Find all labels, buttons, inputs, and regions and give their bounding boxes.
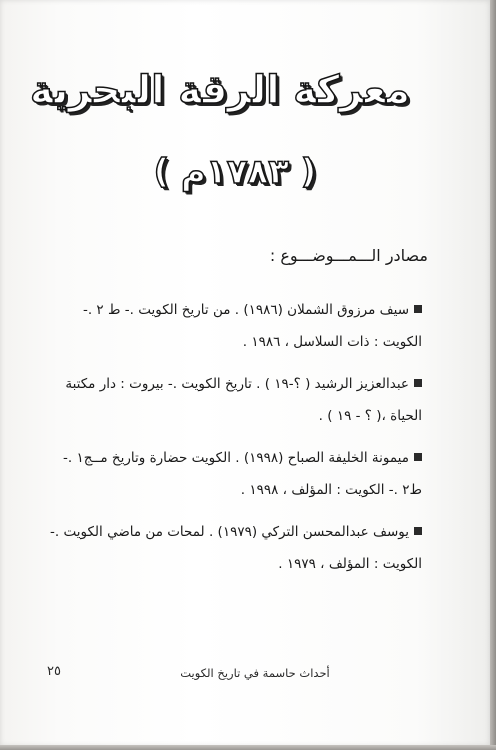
page-edge-right <box>490 0 496 750</box>
source-entry-line: ط٢ .- الكويت : المؤلف ، ١٩٩٨ . <box>240 482 422 498</box>
source-entry-line: الكويت : ذات السلاسل ، ١٩٨٦ . <box>242 334 422 350</box>
page-number: ٢٥ <box>47 664 61 679</box>
source-entry-text: عبدالعزيز الرشيد ( ؟-١٩ ) . تاريخ الكويت .- بيروت : دار مكتبة <box>65 376 409 392</box>
bullet-square-icon <box>414 305 422 313</box>
footer-book-title: أحداث حاسمة في تاريخ الكويت <box>180 666 330 680</box>
sources-heading: مصادر الـــمـــوضـــوع : <box>269 246 428 265</box>
source-entry <box>62 368 422 432</box>
source-entry-line: الحياة ،( ؟ - ١٩ ) . <box>318 408 422 424</box>
source-entry-line <box>62 294 422 326</box>
bullet-square-icon <box>414 379 422 387</box>
page-title: معركة الرقة البحرية <box>30 68 410 113</box>
page-subtitle-year: ( ١٧٨٣م ) <box>153 152 317 192</box>
source-entry <box>50 516 422 580</box>
source-entry <box>62 442 422 506</box>
bullet-square-icon <box>414 527 422 535</box>
source-entry-line: الكويت : المؤلف ، ١٩٧٩ . <box>278 556 422 572</box>
source-entry-line <box>62 442 422 474</box>
source-entry-line <box>62 368 422 400</box>
bullet-square-icon <box>414 453 422 461</box>
source-entry-line <box>50 516 422 548</box>
source-entry <box>62 294 422 358</box>
page-edge-bottom <box>0 745 496 750</box>
source-entry-text: ميمونة الخليفة الصباح (١٩٩٨) . الكويت حضارة وتاريخ مــج١ .- <box>63 450 409 466</box>
source-entry-text: سيف مرزوق الشملان (١٩٨٦) . من تاريخ الكويت .- ط ٢ .- <box>82 302 409 318</box>
source-entry-text: يوسف عبدالمحسن التركي (١٩٧٩) . لمحات من ماضي الكويت .- <box>50 524 409 540</box>
